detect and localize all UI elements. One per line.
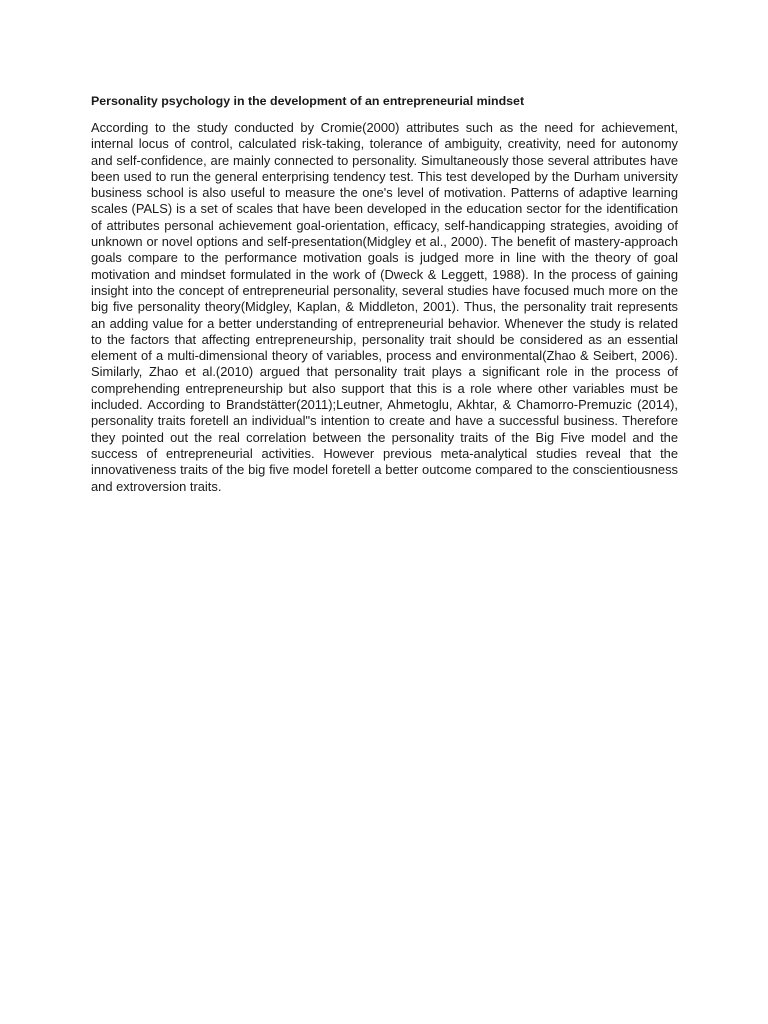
section-heading: Personality psychology in the development of an entrepreneurial mindset bbox=[91, 94, 525, 108]
document-body bbox=[91, 93, 678, 495]
body-paragraph: According to the study conducted by Cromie(2000) attributes such as the need for achievement, internal locus of control, calculated risk-taking, tolerance of ambiguity, creativity, need for autonomy and self-confidence, are mainly connected to personality. Simultaneously those several attributes have been used to run the general enterprising tendency test. This test developed by the Durham university business school is also useful to measure the one's level of motivation. Patterns of adaptive learning scales (PALS) is a set of scales that have been developed in the education sector for the identification of attributes personal achievement goal-orientation, efficacy, self-handicapping strategies, avoiding of unknown or novel options and self-presentation(Midgley et al., 2000). The benefit of mastery-approach goals compare to the performance motivation goals is judged more in line with the theory of goal motivation and mindset formulated in the work of (Dweck & Leggett, 1988). In the process of gaining insight into the concept of entrepreneurial personality, several studies have focused much more on the big five personality theory(Midgley, Kaplan, & Middleton, 2001). Thus, the personality trait represents an adding value for a better understanding of entrepreneurial behavior. Whenever the study is related to the factors that affecting entrepreneurship, personality trait should be considered as an essential element of a multi-dimensional theory of variables, process and environmental(Zhao & Seibert, 2006). Similarly, Zhao et al.(2010) argued that personality trait plays a significant role in the process of comprehending entrepreneurship but also support that this is a role where other variables must be included. According to Brandstätter(2011);Leutner, Ahmetoglu, Akhtar, & Chamorro-Premuzic (2014), personality traits foretell an individual"s intention to create and have a successful business. Therefore they pointed out the real correlation between the personality traits of the Big Five model and the success of entrepreneurial activities. However previous meta-analytical studies reveal that the innovativeness traits of the big five model foretell a better outcome compared to the conscientiousness and extroversion traits. bbox=[91, 120, 678, 494]
